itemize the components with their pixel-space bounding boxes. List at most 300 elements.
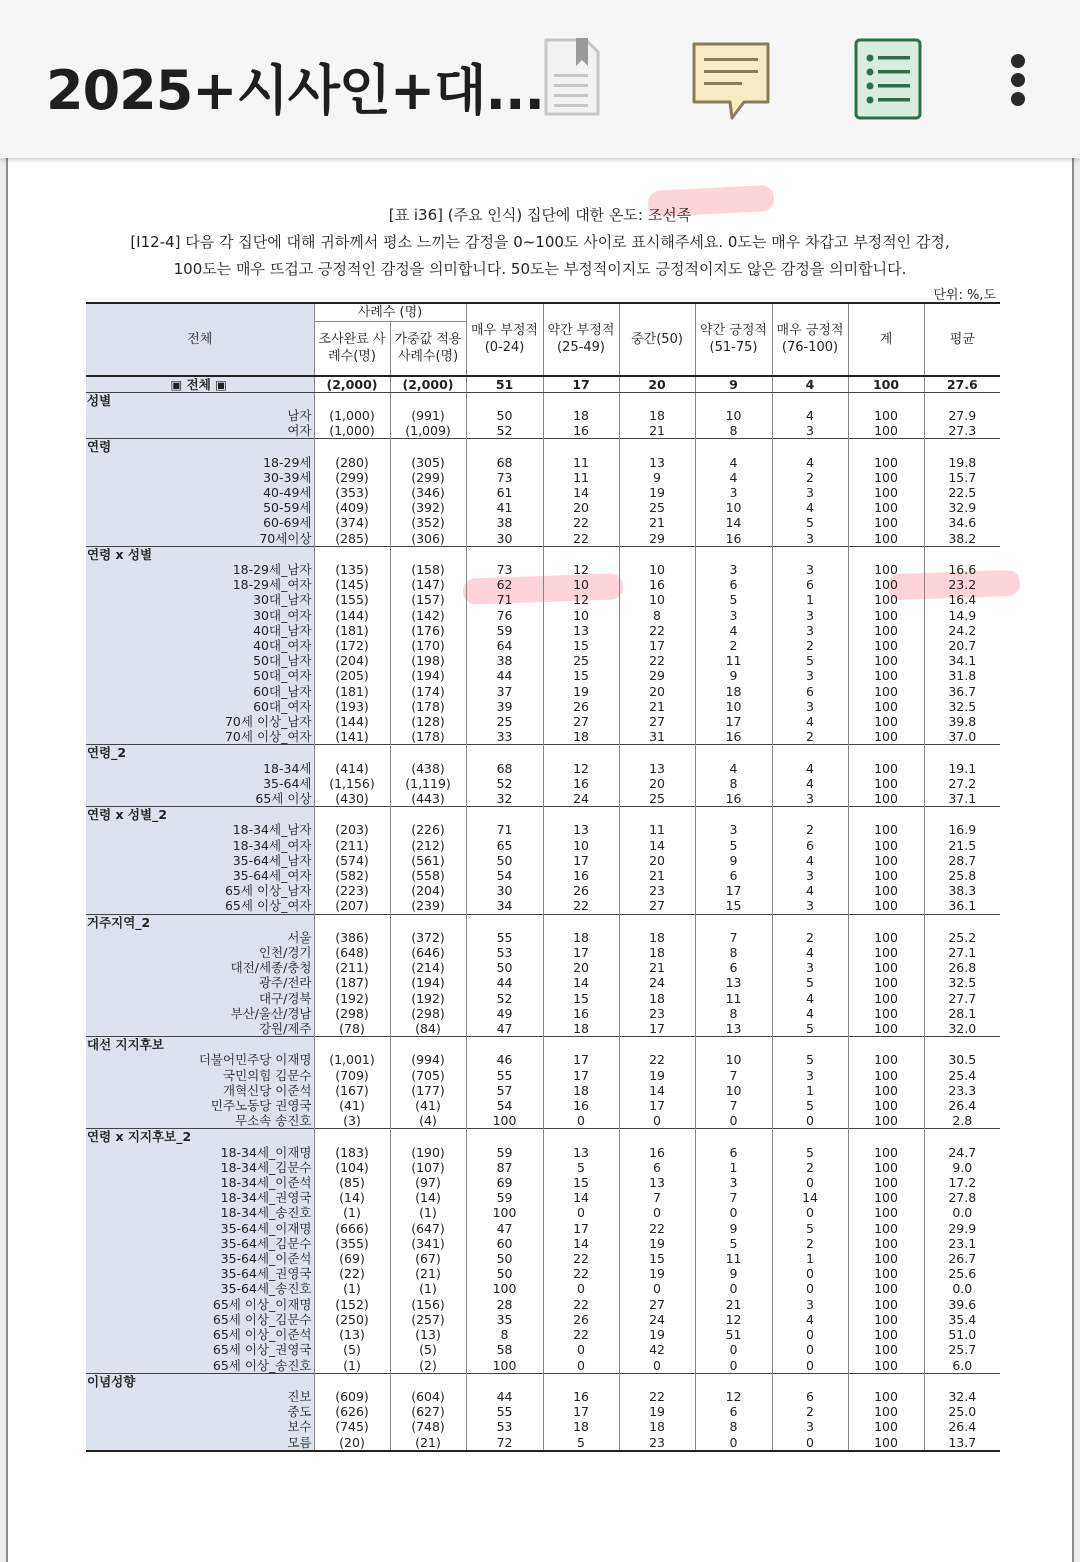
table-cell: (194) (390, 975, 466, 990)
table-cell: (181) (314, 684, 390, 699)
table-cell: 100 (848, 423, 924, 439)
row-label: 50대_여자 (86, 668, 314, 683)
table-row (86, 699, 1000, 714)
table-cell (619, 807, 695, 823)
group-header-row (86, 807, 1000, 823)
table-cell: 18 (619, 408, 695, 423)
table-cell: 20 (619, 684, 695, 699)
table-row (86, 623, 1000, 638)
row-label: 인천/경기 (86, 945, 314, 960)
table-cell: 28.1 (924, 1006, 1000, 1021)
table-cell: 0 (543, 1113, 619, 1129)
table-cell: 9 (695, 376, 772, 393)
table-cell: (192) (314, 991, 390, 1006)
table-cell (619, 439, 695, 455)
table-cell: 11 (543, 455, 619, 470)
row-label: 남자 (86, 408, 314, 423)
table-cell: 3 (772, 960, 848, 975)
table-cell: 25.0 (924, 1404, 1000, 1419)
table-cell (619, 1373, 695, 1389)
table-cell (848, 1129, 924, 1145)
table-cell: 100 (848, 455, 924, 470)
table-cell: 32.4 (924, 1389, 1000, 1404)
row-label: 70세 이상_남자 (86, 714, 314, 729)
question-text-line-1: [I12-4] 다음 각 집단에 대해 귀하께서 평소 느끼는 감정을 0~100도 사이로 표시해주세요. 0도는 매우 차갑고 부정적인 감정, (130, 233, 950, 251)
table-row (86, 423, 1000, 439)
table-cell: 34 (466, 898, 543, 914)
table-cell: 38.2 (924, 531, 1000, 547)
table-row (86, 930, 1000, 945)
table-cell: 19 (543, 684, 619, 699)
table-cell: 15 (543, 668, 619, 683)
table-cell: (207) (314, 898, 390, 914)
table-cell: (627) (390, 1404, 466, 1419)
table-row (86, 960, 1000, 975)
table-cell: 27 (619, 1297, 695, 1312)
table-cell: 2.8 (924, 1113, 1000, 1129)
table-cell: 100 (848, 868, 924, 883)
row-label: 18-34세_송진호 (86, 1205, 314, 1220)
table-cell: 100 (848, 991, 924, 1006)
table-cell: (155) (314, 592, 390, 607)
row-label: 50대_남자 (86, 653, 314, 668)
table-cell: 19 (619, 1404, 695, 1419)
table-cell: 14 (772, 1190, 848, 1205)
table-cell: 57 (466, 1083, 543, 1098)
table-cell (695, 1037, 772, 1053)
table-cell: 0 (543, 1205, 619, 1220)
table-cell: 22.5 (924, 485, 1000, 500)
table-cell: 10 (619, 562, 695, 577)
table-cell: (1,009) (390, 423, 466, 439)
table-cell: 12 (695, 1312, 772, 1327)
table-cell: (298) (314, 1006, 390, 1021)
table-cell: (22) (314, 1266, 390, 1281)
table-row (86, 1145, 1000, 1160)
table-cell: 4 (772, 945, 848, 960)
total-row (86, 376, 1000, 393)
table-cell: 19.8 (924, 455, 1000, 470)
table-cell (543, 546, 619, 562)
group-label: 연령 x 성별 (86, 546, 314, 562)
table-row (86, 975, 1000, 990)
table-cell: 3 (772, 1068, 848, 1083)
table-cell: 7 (695, 930, 772, 945)
table-row (86, 1160, 1000, 1175)
table-cell: 16 (543, 423, 619, 439)
table-cell: 0 (772, 1358, 848, 1374)
table-cell: 14.9 (924, 608, 1000, 623)
table-row (86, 1006, 1000, 1021)
table-cell: 20 (543, 500, 619, 515)
table-row (86, 1098, 1000, 1113)
table-cell: 100 (848, 1312, 924, 1327)
table-cell: 29.9 (924, 1221, 1000, 1236)
table-row (86, 638, 1000, 653)
table-cell: 39.6 (924, 1297, 1000, 1312)
header-total: 계 (848, 303, 924, 376)
table-row (86, 470, 1000, 485)
table-cell: 100 (848, 1404, 924, 1419)
table-cell: 3 (772, 898, 848, 914)
table-cell (695, 807, 772, 823)
table-cell (924, 1037, 1000, 1053)
table-cell: (211) (314, 838, 390, 853)
table-cell: 100 (848, 1419, 924, 1434)
table-cell: 2 (772, 822, 848, 837)
table-cell: (748) (390, 1419, 466, 1434)
table-cell: 18 (543, 1419, 619, 1434)
header-mean: 평균 (924, 303, 1000, 376)
table-cell: 3 (772, 699, 848, 714)
table-cell: (648) (314, 945, 390, 960)
table-cell: (20) (314, 1435, 390, 1451)
table-cell: (991) (390, 408, 466, 423)
row-label: 30대_남자 (86, 592, 314, 607)
table-cell: (85) (314, 1175, 390, 1190)
table-cell: 100 (848, 761, 924, 776)
table-cell (772, 1129, 848, 1145)
table-cell (543, 807, 619, 823)
table-cell: (170) (390, 638, 466, 653)
table-cell: 3 (695, 562, 772, 577)
table-cell: (280) (314, 455, 390, 470)
table-cell: 37.1 (924, 791, 1000, 807)
table-cell: 18 (619, 991, 695, 1006)
table-cell: 27.9 (924, 408, 1000, 423)
table-cell: 100 (848, 1145, 924, 1160)
table-cell: (21) (390, 1435, 466, 1451)
table-cell: 11 (543, 470, 619, 485)
table-cell: 18 (543, 729, 619, 745)
table-row (86, 515, 1000, 530)
table-cell: 25 (619, 500, 695, 515)
table-cell: 50 (466, 1251, 543, 1266)
table-cell (848, 546, 924, 562)
table-row (86, 729, 1000, 745)
table-cell: 17 (619, 1098, 695, 1113)
table-cell: 100 (848, 623, 924, 638)
table-cell: 55 (466, 1068, 543, 1083)
row-label: 65세 이상_권영국 (86, 1342, 314, 1357)
table-cell (314, 546, 390, 562)
table-cell (695, 439, 772, 455)
table-cell: 0 (772, 1281, 848, 1296)
table-cell: (204) (314, 653, 390, 668)
row-label: 65세 이상_김문수 (86, 1312, 314, 1327)
table-cell: 100 (848, 608, 924, 623)
table-cell: (604) (390, 1389, 466, 1404)
table-cell: (386) (314, 930, 390, 945)
table-row (86, 1327, 1000, 1342)
table-cell: (214) (390, 960, 466, 975)
table-cell: 24.2 (924, 623, 1000, 638)
table-cell: 41 (466, 500, 543, 515)
table-cell (466, 914, 543, 930)
table-cell: 7 (695, 1068, 772, 1083)
table-cell (772, 1037, 848, 1053)
table-cell: 15 (543, 638, 619, 653)
table-cell: (84) (390, 1021, 466, 1037)
row-label: 국민의힘 김문수 (86, 1068, 314, 1083)
table-cell: (438) (390, 761, 466, 776)
table-cell: 17 (543, 853, 619, 868)
header-very-negative: 매우 부정적(0-24) (466, 303, 543, 376)
table-row (86, 562, 1000, 577)
table-cell: 19.1 (924, 761, 1000, 776)
table-cell: 58 (466, 1342, 543, 1357)
table-cell: 1 (772, 592, 848, 607)
table-cell: 4 (772, 455, 848, 470)
table-cell: (1) (390, 1205, 466, 1220)
table-cell: 1 (772, 1251, 848, 1266)
table-cell: (1,156) (314, 776, 390, 791)
table-cell: 100 (848, 1175, 924, 1190)
table-cell: 12 (543, 592, 619, 607)
table-cell: 17 (543, 1068, 619, 1083)
table-cell: 60 (466, 1236, 543, 1251)
table-cell: 23 (619, 883, 695, 898)
table-cell: 13 (619, 1175, 695, 1190)
table-cell (848, 745, 924, 761)
table-cell: 100 (848, 1205, 924, 1220)
table-cell: 100 (466, 1205, 543, 1220)
table-cell (695, 745, 772, 761)
table-cell: (257) (390, 1312, 466, 1327)
table-cell: 3 (772, 485, 848, 500)
table-cell (772, 1373, 848, 1389)
table-cell: 25 (543, 653, 619, 668)
row-label: ▣ 전체 ▣ (86, 376, 314, 393)
table-cell: 20 (619, 853, 695, 868)
table-cell (390, 1373, 466, 1389)
table-cell: 28 (466, 1297, 543, 1312)
table-cell: (152) (314, 1297, 390, 1312)
table-cell: 22 (619, 623, 695, 638)
table-cell: 4 (772, 776, 848, 791)
table-cell (466, 1373, 543, 1389)
table-cell (695, 1129, 772, 1145)
list-view-icon[interactable] (854, 38, 922, 124)
table-cell: 3 (772, 791, 848, 807)
table-cell: 2 (772, 1236, 848, 1251)
table-cell (848, 1373, 924, 1389)
table-cell: 4 (772, 376, 848, 393)
table-cell: 28.7 (924, 853, 1000, 868)
row-label: 강원/제주 (86, 1021, 314, 1037)
table-cell: (211) (314, 960, 390, 975)
table-cell: 71 (466, 822, 543, 837)
table-cell: 22 (543, 898, 619, 914)
table-cell: 0 (772, 1266, 848, 1281)
table-cell: 9 (695, 668, 772, 683)
row-label: 더불어민주당 이재명 (86, 1052, 314, 1067)
table-cell: (205) (314, 668, 390, 683)
table-cell (848, 1037, 924, 1053)
table-cell: 25 (466, 714, 543, 729)
table-cell: 64 (466, 638, 543, 653)
table-cell: 10 (543, 577, 619, 592)
table-cell: 71 (466, 592, 543, 607)
table-cell: 100 (848, 853, 924, 868)
table-cell: 65 (466, 838, 543, 853)
table-cell: (107) (390, 1160, 466, 1175)
table-row (86, 1083, 1000, 1098)
group-label: 대선 지지후보 (86, 1037, 314, 1053)
table-cell: 3 (695, 822, 772, 837)
table-cell: 17 (543, 1221, 619, 1236)
table-cell: 3 (772, 1419, 848, 1434)
table-cell: 18 (619, 945, 695, 960)
table-cell: 27 (619, 898, 695, 914)
table-row (86, 592, 1000, 607)
group-label: 성별 (86, 392, 314, 408)
group-label: 연령_2 (86, 745, 314, 761)
table-cell (772, 807, 848, 823)
table-cell: 25 (619, 791, 695, 807)
table-cell: 4 (772, 1312, 848, 1327)
table-cell: 6 (772, 838, 848, 853)
group-header-row (86, 1373, 1000, 1389)
table-cell: (144) (314, 714, 390, 729)
table-cell: 4 (772, 853, 848, 868)
table-cell: 10 (695, 699, 772, 714)
table-cell: 29 (619, 668, 695, 683)
table-row (86, 945, 1000, 960)
row-label: 18-34세_남자 (86, 822, 314, 837)
row-label: 대구/경북 (86, 991, 314, 1006)
table-cell: 24 (619, 975, 695, 990)
comment-icon[interactable] (690, 40, 772, 128)
row-label: 35-64세_이재명 (86, 1221, 314, 1236)
group-header-row (86, 914, 1000, 930)
table-row (86, 577, 1000, 592)
row-label: 18-34세_여자 (86, 838, 314, 853)
table-cell: 11 (695, 991, 772, 1006)
table-cell: 9 (619, 470, 695, 485)
table-cell: 100 (848, 1435, 924, 1451)
table-cell: 54 (466, 1098, 543, 1113)
table-cell: 100 (848, 1068, 924, 1083)
table-cell: 21 (619, 868, 695, 883)
row-label: 60대_남자 (86, 684, 314, 699)
table-cell: 3 (695, 1175, 772, 1190)
table-cell: 0.0 (924, 1281, 1000, 1296)
table-cell: 13 (695, 975, 772, 990)
table-cell: 0 (543, 1358, 619, 1374)
table-cell: (355) (314, 1236, 390, 1251)
table-cell: 32 (466, 791, 543, 807)
row-label: 18-34세_권영국 (86, 1190, 314, 1205)
table-cell: 32.5 (924, 975, 1000, 990)
more-vert-icon[interactable] (1000, 50, 1036, 110)
table-cell: 13 (543, 1145, 619, 1160)
table-cell: 12 (695, 1389, 772, 1404)
table-cell (314, 1037, 390, 1053)
table-cell (695, 914, 772, 930)
table-row (86, 1342, 1000, 1357)
table-cell: 4 (695, 470, 772, 485)
row-label: 진보 (86, 1389, 314, 1404)
group-header-row (86, 546, 1000, 562)
table-cell: 14 (619, 838, 695, 853)
table-cell: (142) (390, 608, 466, 623)
table-cell: (666) (314, 1221, 390, 1236)
table-cell (848, 914, 924, 930)
table-cell: 3 (695, 608, 772, 623)
table-cell: 30 (466, 883, 543, 898)
table-cell (543, 745, 619, 761)
table-cell: (2,000) (314, 376, 390, 393)
table-row (86, 1419, 1000, 1434)
table-cell: 17 (543, 1404, 619, 1419)
table-cell: 37 (466, 684, 543, 699)
table-cell: 20 (619, 776, 695, 791)
table-cell: 25.4 (924, 1068, 1000, 1083)
table-cell: (561) (390, 853, 466, 868)
table-cell: 32.5 (924, 699, 1000, 714)
table-cell: 4 (772, 1006, 848, 1021)
table-cell: (141) (314, 729, 390, 745)
table-cell: 13 (619, 761, 695, 776)
table-row (86, 883, 1000, 898)
table-cell: 46 (466, 1052, 543, 1067)
table-cell: 5 (695, 838, 772, 853)
row-label: 40대_여자 (86, 638, 314, 653)
table-cell: (299) (390, 470, 466, 485)
table-cell: 100 (848, 1052, 924, 1067)
table-cell: 5 (772, 1221, 848, 1236)
table-cell (314, 1373, 390, 1389)
table-cell: 9 (695, 1266, 772, 1281)
table-cell: 16 (543, 1098, 619, 1113)
table-cell: (157) (390, 592, 466, 607)
table-cell: 21.5 (924, 838, 1000, 853)
table-cell: 55 (466, 930, 543, 945)
table-cell: 50 (466, 408, 543, 423)
table-cell: 100 (848, 1006, 924, 1021)
table-cell (924, 392, 1000, 408)
table-cell: 14 (543, 1190, 619, 1205)
table-row (86, 791, 1000, 807)
table-cell: 11 (695, 653, 772, 668)
table-cell: 25.7 (924, 1342, 1000, 1357)
table-cell: (582) (314, 868, 390, 883)
table-row (86, 1251, 1000, 1266)
table-cell: (5) (390, 1342, 466, 1357)
table-cell: 18 (543, 1021, 619, 1037)
table-cell: 100 (848, 699, 924, 714)
table-cell: 100 (848, 1281, 924, 1296)
table-cell: 30.5 (924, 1052, 1000, 1067)
bookmark-page-icon[interactable] (540, 36, 604, 122)
table-cell: 35.4 (924, 1312, 1000, 1327)
table-cell: 22 (543, 515, 619, 530)
table-cell: 7 (695, 1098, 772, 1113)
row-label: 40-49세 (86, 485, 314, 500)
table-cell: 50 (466, 853, 543, 868)
table-cell: (1) (314, 1358, 390, 1374)
table-cell: 10 (543, 838, 619, 853)
table-cell: 26.4 (924, 1419, 1000, 1434)
group-header-row (86, 745, 1000, 761)
table-cell: 50 (466, 960, 543, 975)
table-cell: 6 (695, 1145, 772, 1160)
table-cell: 0 (619, 1205, 695, 1220)
table-cell: 0 (695, 1205, 772, 1220)
table-cell: 5 (695, 592, 772, 607)
row-label: 65세 이상_남자 (86, 883, 314, 898)
